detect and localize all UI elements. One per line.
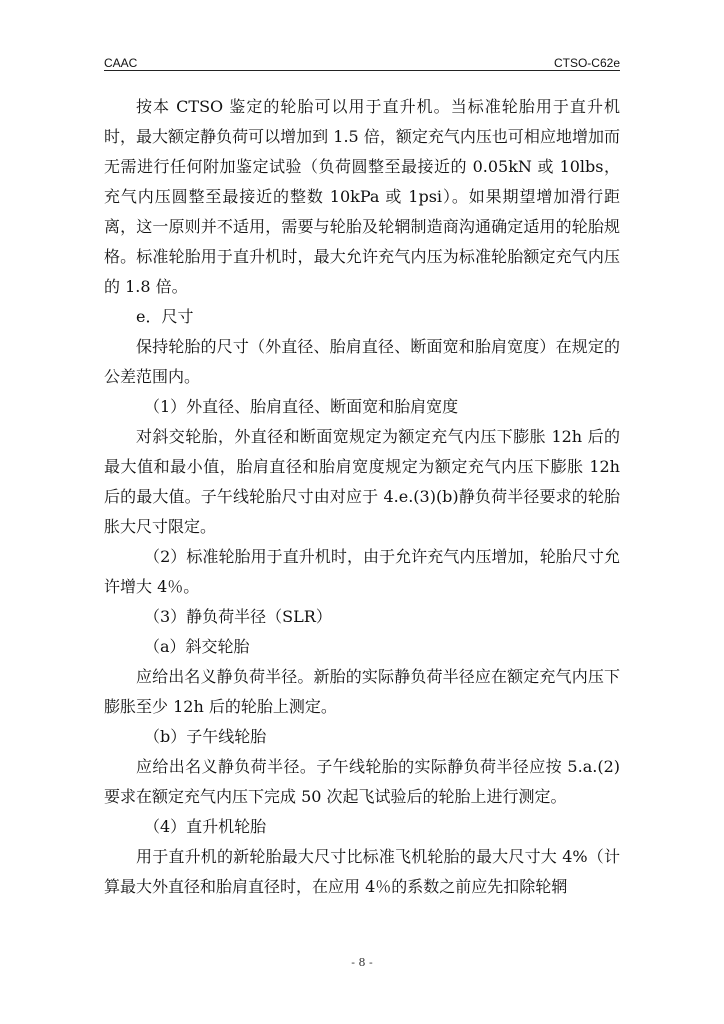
paragraph-bias-dimensions: 对斜交轮胎，外直径和断面宽规定为额定充气内压下膨胀 12h 后的最大值和最小值，胎肩直径和胎肩宽度规定为额定充气内压下膨胀 12h 后的最大值。子午线轮胎尺寸由对应于 4.e.(3)(b)静负荷半径要求的轮胎胀大尺寸限定。 — [104, 427, 620, 536]
subheading-radial-tire: （b）子午线轮胎 — [144, 727, 267, 746]
paragraph-dimensions: 保持轮胎的尺寸（外直径、胎肩直径、断面宽和胎肩宽度）在规定的公差范围内。 — [104, 337, 620, 386]
paragraph-helicopter-growth: （2）标准轮胎用于直升机时，由于允许充气内压增加，轮胎尺寸允许增大 4％。 — [104, 547, 620, 596]
header-rule — [104, 70, 620, 71]
body-text — [104, 92, 620, 902]
subheading-diameters: （1）外直径、胎肩直径、断面宽和胎肩宽度 — [144, 397, 459, 416]
subheading-bias-tire: （a）斜交轮胎 — [144, 637, 250, 656]
paragraph-bias-slr: 应给出名义静负荷半径。新胎的实际静负荷半径应在额定充气内压下膨胀至少 12h 后的轮胎上测定。 — [104, 667, 620, 716]
paragraph-helicopter-tire: 用于直升机的新轮胎最大尺寸比标准飞机轮胎的最大尺寸大 4%（计算最大外直径和胎肩直径时，在应用 4％的系数之前应先扣除轮辋 — [104, 847, 620, 896]
section-heading-dimensions: e．尺寸 — [136, 307, 194, 326]
paragraph-radial-slr: 应给出名义静负荷半径。子午线轮胎的实际静负荷半径应按 5.a.(2)要求在额定充气内压下完成 50 次起飞试验后的轮胎上进行测定。 — [104, 757, 620, 806]
subheading-static-loaded-radius: （3）静负荷半径（SLR） — [144, 607, 332, 626]
header-org: CAAC — [104, 56, 138, 70]
paragraph-helicopter-use: 按本 CTSO 鉴定的轮胎可以用于直升机。当标准轮胎用于直升机时，最大额定静负荷可以增加到 1.5 倍，额定充气内压也可相应地增加而无需进行任何附加鉴定试验（负荷圆整至最接近的 0.05kN 或 10lbs，充气内压圆整至最接近的整数 10kPa 或 1psi）。如果期望增加滑行距离，这一原则并不适用，需要与轮胎及轮辋制造商沟通确定适用的轮胎规格。标准轮胎用于直升机时，最大允许充气内压为标准轮胎额定充气内压的 1.8 倍。 — [104, 97, 620, 296]
subheading-helicopter-tire: （4）直升机轮胎 — [144, 817, 267, 836]
header-doc-number: CTSO-C62e — [553, 56, 620, 70]
page-number: - 8 - — [351, 956, 373, 969]
